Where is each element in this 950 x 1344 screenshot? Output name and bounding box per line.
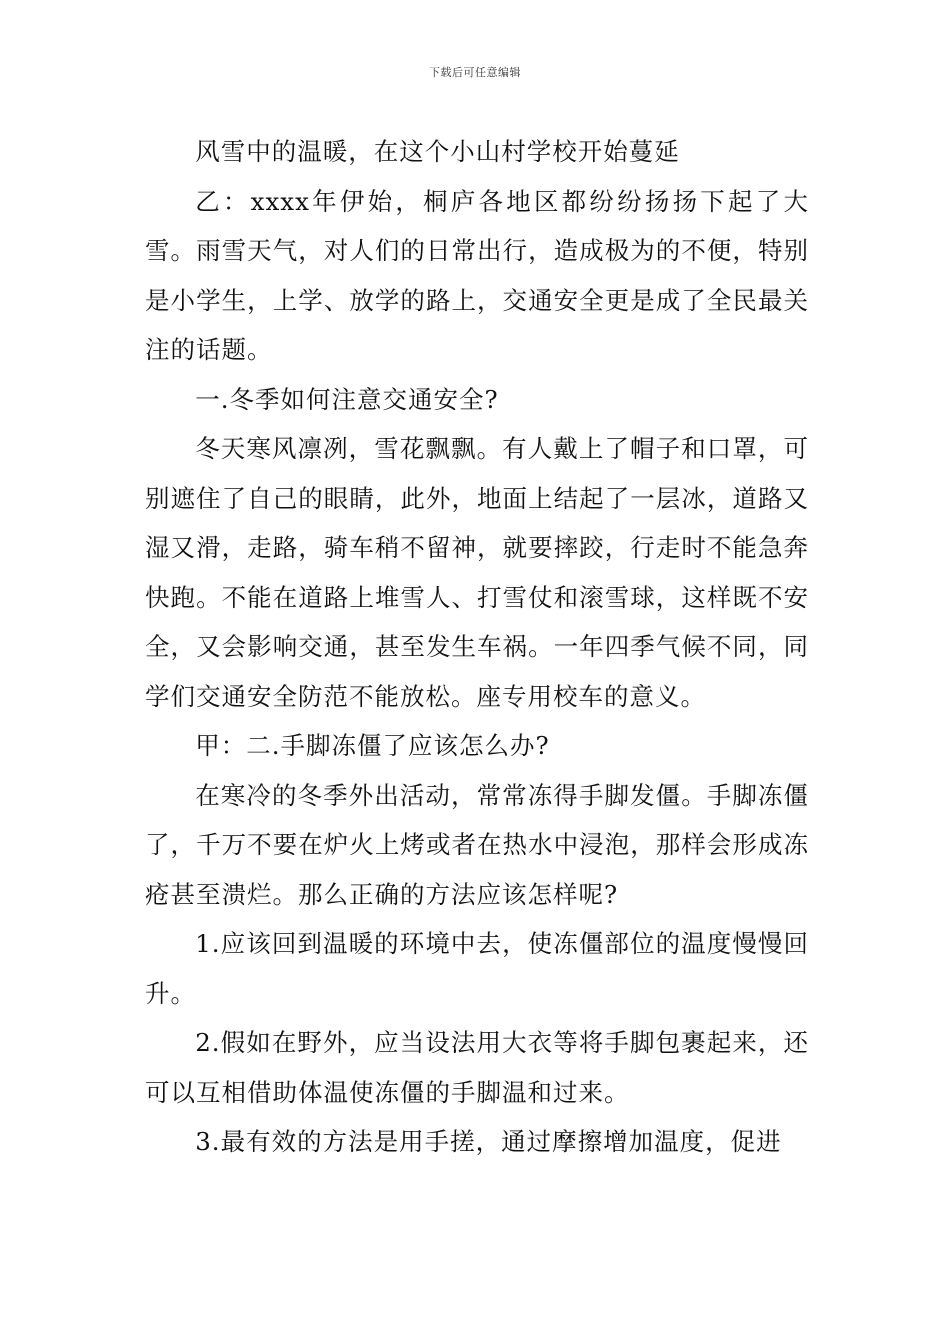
- section-heading-2: 甲：二.手脚冻僵了应该怎么办?: [195, 731, 550, 760]
- list-item-3: 3.最有效的方法是用手搓，通过摩擦增加温度，促进: [195, 1127, 782, 1156]
- list-item-2: 2.假如在野外，应当设法用大衣等将手脚包裹起来，还可以互相借助体温使冻僵的手脚温和过来。: [145, 1028, 809, 1107]
- page-header: 下载后可任意编辑: [429, 66, 521, 79]
- paragraph-intro: 乙：xxxx年伊始，桐庐各地区都纷纷扬扬下起了大雪。雨雪天气，对人们的日常出行，造成极为的不便，特别是小学生，上学、放学的路上，交通安全更是成了全民最关注的话题。: [145, 186, 809, 364]
- paragraph-title-line: 风雪中的温暖，在这个小山村学校开始蔓延: [195, 137, 680, 166]
- section-heading-1: 一.冬季如何注意交通安全?: [195, 384, 499, 414]
- paragraph-frozen-hands: 在寒冷的冬季外出活动，常常冻得手脚发僵。手脚冻僵了，千万不要在炉火上烤或者在热水中浸泡，那样会形成冻疮甚至溃烂。那么正确的方法应该怎样呢?: [145, 780, 809, 909]
- paragraph-winter-safety: 冬天寒风凛冽，雪花飘飘。有人戴上了帽子和口罩，可别遮住了自己的眼睛，此外，地面上结起了一层冰，道路又湿又滑，走路，骑车稍不留神，就要摔跤，行走时不能急奔快跑。不能在道路上堆雪人、打雪仗和滚雪球，这样既不安全，又会影响交通，甚至发生车祸。一年四季气候不同，同学们交通安全防范不能放松。座专用校车的意义。: [145, 434, 809, 711]
- document-body: [145, 127, 809, 1167]
- list-item-1: 1.应该回到温暖的环境中去，使冻僵部位的温度慢慢回升。: [145, 929, 809, 1008]
